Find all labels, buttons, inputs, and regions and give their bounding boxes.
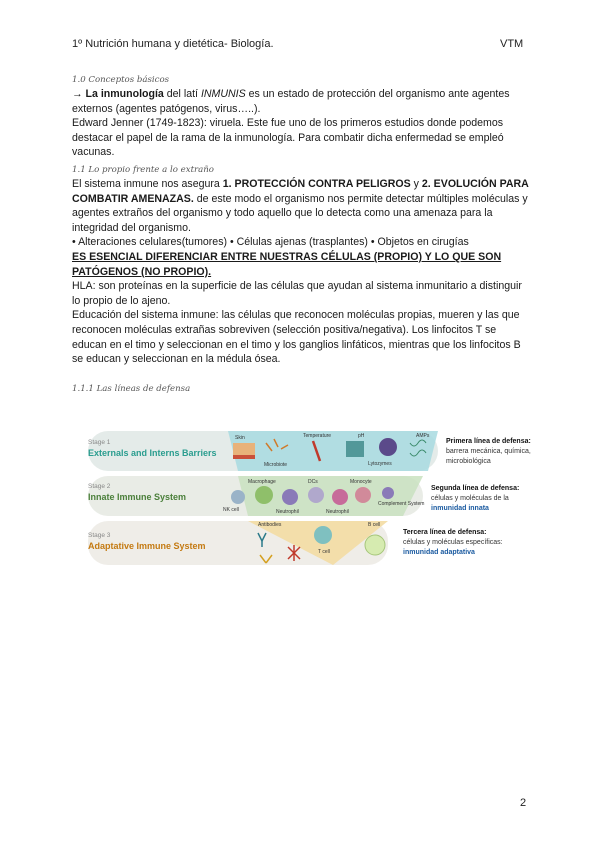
label-amps: AMPs [416,433,430,439]
highlight-protection: 1. PROTECCIÓN CONTRA PELIGROS [222,177,411,190]
label-monocyte: Monocyte [350,479,372,485]
t-cell-icon [314,526,332,544]
paragraph-immunology-definition [72,87,532,116]
paragraph-immune-system-role [72,177,532,235]
label-skin: Skin [235,435,245,441]
paragraph-immune-education: Educación del sistema inmune: las células que reconocen moléculas propias, mueren y las que reconocen moléculas extrañas sobreviven (selección positiva/negativa). Los linfocitos T se educan en el timo y seleccionan en el timo y los ganglios linfáticos, mientras que los linfocitos B se educan y seleccionan en la médula ósea. [72,309,521,366]
dc-icon [308,487,324,503]
neutrophil-2-icon [332,489,348,505]
section-title-basic-concepts: 1.0 Conceptos básicos [72,75,170,85]
label-ph: pH [358,433,365,439]
nk-cell-icon [231,490,245,504]
stage2-desc-line2: inmunidad innata [431,505,489,512]
text-fragment: del latí [163,88,201,100]
defense-lines-figure [88,425,538,575]
text-fragment: y [410,177,422,190]
stage1-desc-title: Primera línea de defensa: [446,438,531,445]
label-t-cell: T cell [318,549,330,555]
text-fragment: El sistema inmune nos asegura [72,177,223,190]
document-body [72,74,532,396]
highlight-evolution: 2. EVOLUCIÓN PARA COMBATIR AMENAZAS. [72,177,529,205]
text-fragment: es un estado de protección del organismo ante agentes externos (agentes patógenos, virus…..). [72,88,510,115]
stage1-number: Stage 1 [88,439,111,446]
arrow-icon: → [72,88,86,100]
lysozyme-icon [379,438,397,456]
page-header-left: 1º Nutrición humana y dietética- Biología. [72,38,274,50]
stage1-funnel [228,431,438,471]
label-microbiote: Microbiote [264,462,288,468]
section-title-defense-lines: 1.1.1 Las líneas de defensa [72,383,191,394]
paragraph-jenner: Edward Jenner (1749-1823): viruela. Este fue uno de los primeros estudios donde podemos destacar el papel de la rama de la inmunología. Para combatir dicha enfermedad se empleó vacunas. [72,117,504,159]
complement-icon [382,487,394,499]
text-fragment: de este modo el organismo nos permite detectar múltiples moléculas y agentes extraños del organismo y todo aquello que lo detecta como una amenaza para la integridad del organismo. [72,192,528,234]
paragraph-threat-list: • Alteraciones celulares(tumores) • Células ajenas (trasplantes) • Objetos en cirugías [72,236,469,249]
stage3-number: Stage 3 [88,532,111,539]
skin-icon [233,443,255,457]
stage2-name: Innate Immune System [88,492,187,502]
stage3-desc-line2: inmunidad adaptativa [403,549,475,556]
macrophage-icon [255,486,273,504]
stage2-number: Stage 2 [88,483,111,490]
stage3-desc-title: Tercera línea de defensa: [403,529,487,536]
label-b-cell: B cell [368,522,381,528]
stage2-desc-title: Segunda línea de defensa: [431,485,520,492]
term-inmunologia: La inmunología [85,88,164,100]
stage1-desc-line2: microbiológica [446,458,491,465]
label-nk-cell: NK cell [223,507,239,513]
label-lysozymes: Lytozymes [368,461,392,467]
page-number: 2 [520,797,527,809]
b-cell-icon [365,535,385,555]
label-complement-system: Complement System [378,501,425,507]
stage3-name: Adaptative Immune System [88,541,206,551]
ph-icon [346,441,364,457]
section-title-self-vs-foreign: 1.1 Lo propio frente a lo extraño [72,164,214,175]
label-dcs: DCs [308,479,318,485]
label-neutrophil-1: Neutrophil [276,509,299,515]
label-neutrophil-2: Neutrophil [326,509,349,515]
stage2-desc-line1: células y moléculas de la [431,495,509,502]
stage1-desc-line1: barrera mecánica, química, [446,448,531,455]
label-macrophage: Macrophage [248,479,276,485]
paragraph-hla: HLA: son proteínas en la superficie de las células que ayudan al sistema inmunitario a distinguir lo propio de lo ajeno. [72,280,522,307]
stage3-desc-line1: células y moléculas específicas: [403,539,503,546]
neutrophil-icon [282,489,298,505]
paragraph-essential-distinction: ES ESENCIAL DIFERENCIAR ENTRE NUESTRAS CÉLULAS (PROPIO) Y LO QUE SON PATÓGENOS (NO PROPIO). [72,250,502,278]
label-antibodies: Antibodies [258,522,282,528]
defense-lines-diagram [88,425,538,575]
skin-layer-icon [233,455,255,459]
latin-term: INMUNIS [200,88,246,100]
stage1-name: Externals and Interns Barriers [88,448,217,458]
page-header-right: VTM [500,38,524,50]
monocyte-icon [355,487,371,503]
label-temperature: Temperature [303,433,332,439]
